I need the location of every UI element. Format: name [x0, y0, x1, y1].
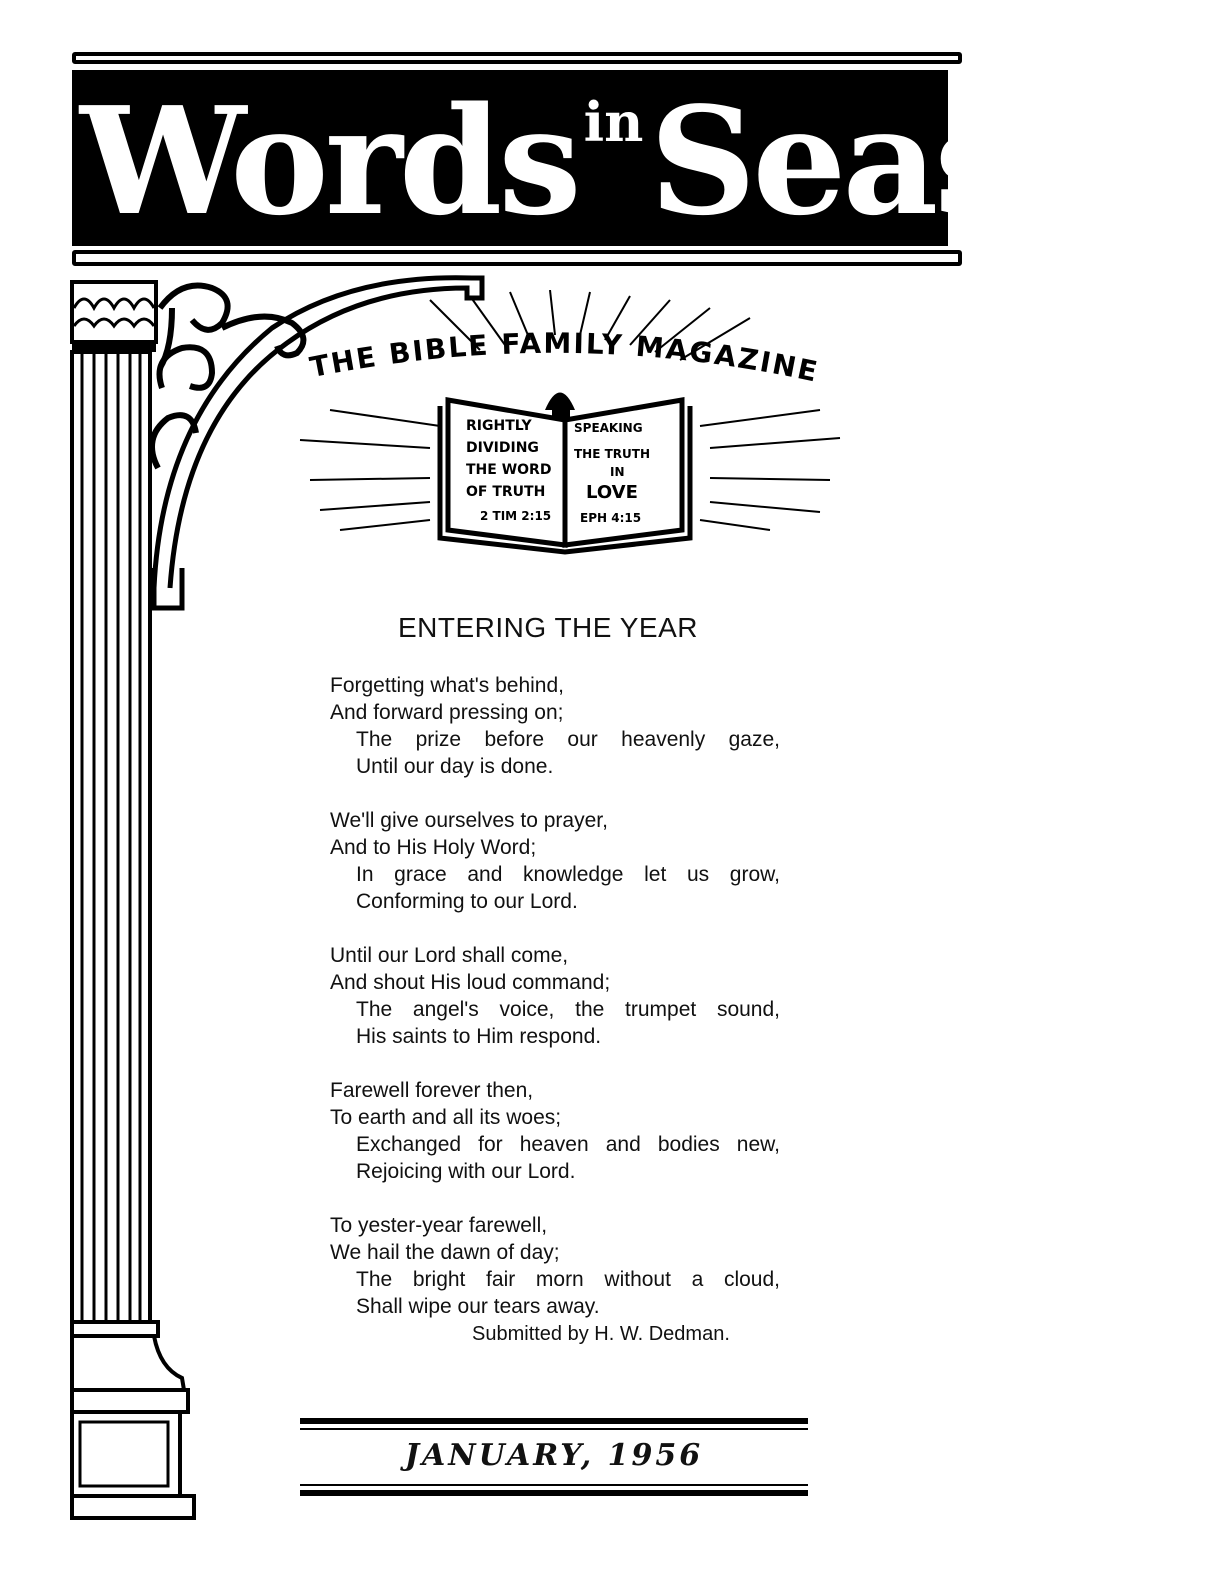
poem-line: Until our Lord shall come,: [330, 944, 569, 967]
poem-line: The bright fair morn without a cloud,: [356, 1268, 780, 1291]
book-right-line-1: SPEAKING: [574, 421, 643, 435]
poem-line: We hail the dawn of day;: [330, 1241, 560, 1264]
poem-line: The angel's voice, the trumpet sound,: [356, 998, 780, 1021]
masthead-banner: [72, 52, 1212, 270]
stanza: [330, 672, 790, 780]
tagline-text: THE BIBLE FAMILY MAGAZINE: [307, 326, 822, 389]
title-words: Words: [80, 74, 578, 248]
open-bible-illustration: [290, 380, 850, 560]
stanza: [330, 807, 790, 915]
book-left-line-4: OF TRUTH: [466, 484, 546, 500]
poem-title: ENTERING THE YEAR: [398, 612, 698, 643]
book-left-line-2: DIVIDING: [466, 440, 539, 456]
stanza: [330, 1212, 790, 1320]
poem-body: [330, 672, 790, 1347]
poem-line: To yester-year farewell,: [330, 1214, 548, 1237]
book-left-line-1: RIGHTLY: [466, 418, 532, 434]
book-left-line-3: THE WORD: [466, 462, 552, 478]
tagline-arc: [280, 290, 860, 390]
book-right-line-3: IN: [610, 465, 625, 479]
pillar-illustration: [72, 268, 272, 1528]
magazine-title: [80, 74, 1212, 248]
issue-date-banner: [300, 1414, 808, 1504]
poem-line: Exchanged for heaven and bodies new,: [356, 1133, 780, 1156]
poem-line: And shout His loud command;: [330, 971, 611, 994]
footer-top-rule-thin: [300, 1428, 808, 1430]
book-right-line-2: THE TRUTH: [574, 447, 651, 461]
poem-line: Rejoicing with our Lord.: [356, 1160, 576, 1183]
masthead-top-rule: [72, 52, 962, 64]
poem-credit: Submitted by H. W. Dedman.: [472, 1323, 730, 1345]
poem-line: And to His Holy Word;: [330, 836, 537, 859]
title-season: Season: [649, 74, 1212, 248]
stanza: [330, 942, 790, 1050]
poem-line: Forgetting what's behind,: [330, 674, 564, 697]
book-left-reference: 2 TIM 2:15: [480, 509, 552, 523]
poem-line: And forward pressing on;: [330, 701, 564, 724]
poem-line: Shall wipe our tears away.: [356, 1295, 600, 1318]
poem-line: The prize before our heavenly gaze,: [356, 728, 780, 751]
title-in: in: [583, 90, 644, 154]
footer-bottom-rule: [300, 1490, 808, 1496]
poem-line: Conforming to our Lord.: [356, 890, 578, 913]
stanza: [330, 1077, 790, 1185]
masthead-bottom-rule: [72, 250, 962, 266]
footer-bottom-rule-thin: [300, 1484, 808, 1486]
book-right-reference: EPH 4:15: [580, 511, 642, 525]
issue-date: JANUARY, 1956: [404, 1438, 704, 1473]
footer-top-rule: [300, 1418, 808, 1424]
poem-line: Until our day is done.: [356, 755, 554, 778]
poem-line: We'll give ourselves to prayer,: [330, 809, 608, 832]
book-right-line-4: LOVE: [586, 482, 638, 503]
poem-line: To earth and all its woes;: [330, 1106, 562, 1129]
poem-line: His saints to Him respond.: [356, 1025, 602, 1048]
poem-line: Farewell forever then,: [330, 1079, 534, 1102]
poem-line: In grace and knowledge let us grow,: [356, 863, 780, 886]
